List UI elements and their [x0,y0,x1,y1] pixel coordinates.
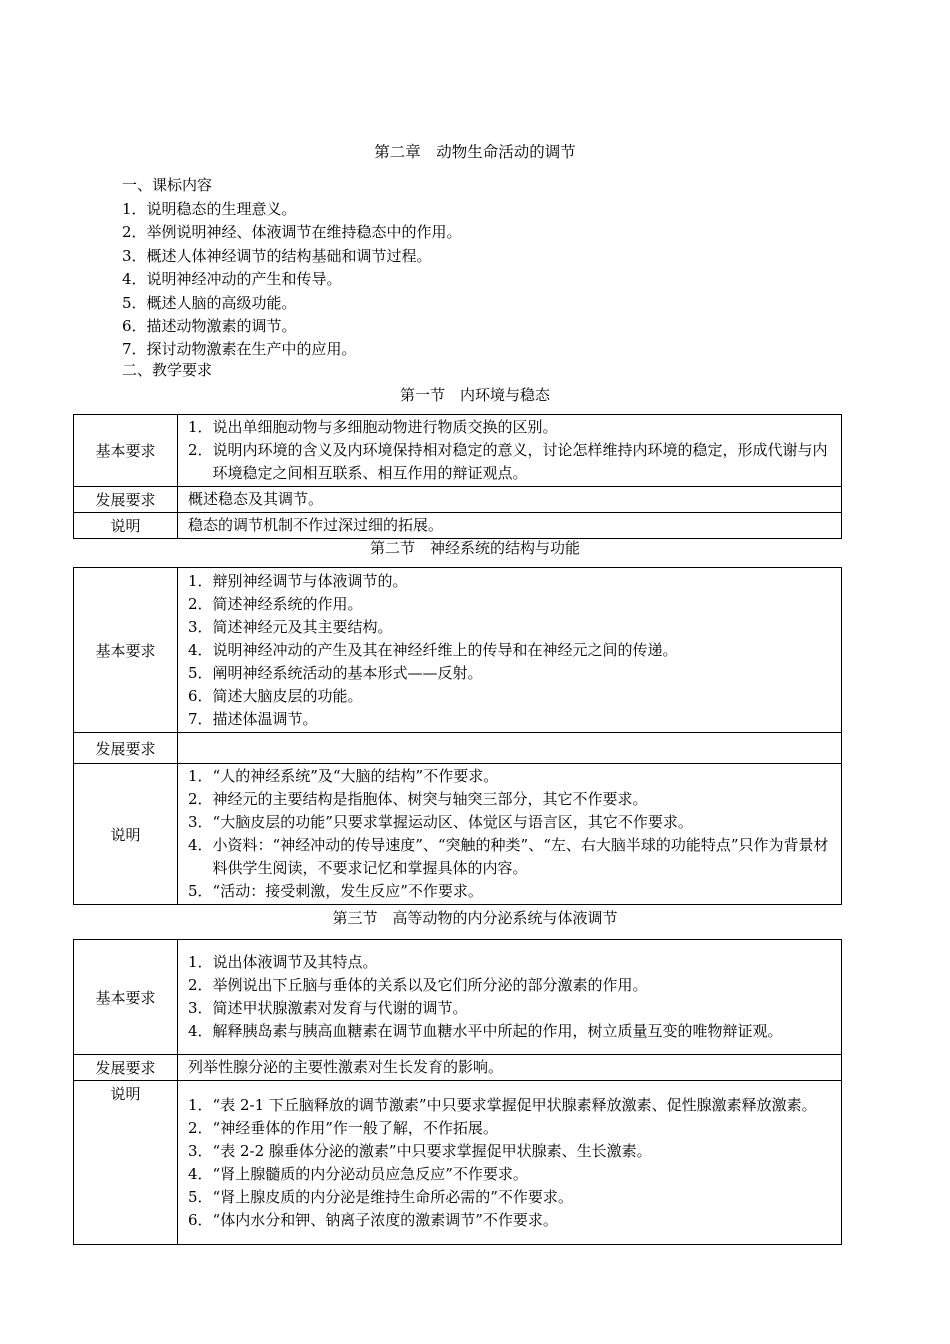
list-item: 4． 说明神经冲动的产生及其在神经纤维上的传导和在神经元之间的传递。 [188,640,678,659]
note-label: 说明 [74,764,178,905]
list-item: 2． 简述神经系统的作用。 [188,594,363,613]
develop-label: 发展要求 [74,487,178,513]
section-1-table [73,414,842,539]
list-item: 1． 说出体液调节及其特点。 [188,953,378,971]
list-item: 3． “表 2-2 腺垂体分泌的激素”中只要求掌握促甲状腺素、生长激素。 [188,1141,652,1160]
section-3-title: 第三节 高等动物的内分泌系统与体液调节 [332,909,618,927]
note-label: 说明 [74,1081,178,1245]
list-item: 1． 辩别神经调节与体液调节的。 [188,571,408,590]
develop-requirements: 概述稳态及其调节。 [178,487,842,513]
list-item: 4． “肾上腺髓质的内分泌动员应急反应”不作要求。 [188,1164,528,1183]
curriculum-item: 7．探讨动物激素在生产中的应用。 [122,340,357,359]
basic-requirements [178,940,842,1055]
list-item: 4． 小资料：“神经冲动的传导速度”、“突触的种类”、“左、右大脑半球的功能特点”只作为背景材料供学生阅读，不要求记忆和掌握具体的内容。 [188,836,829,877]
teaching-heading: 二、教学要求 [122,361,213,379]
list-item: 6． 简述大脑皮层的功能。 [188,686,363,705]
section-3-table [73,939,842,1245]
basic-label: 基本要求 [74,940,178,1055]
list-item: 4． 解释胰岛素与胰高血糖素在调节血糖水平中所起的作用，树立质量互变的唯物辩证观。 [188,1022,783,1040]
basic-requirements [178,568,842,733]
list-item: 1． “表 2-1 下丘脑释放的调节激素”中只要求掌握促甲状腺素释放激素、促性腺激素释放激素。 [188,1095,817,1114]
curriculum-item: 4．说明神经冲动的产生和传导。 [122,270,342,289]
develop-requirements: 列举性腺分泌的主要性激素对生长发育的影响。 [178,1055,842,1081]
notes: 稳态的调节机制不作过深过细的拓展。 [178,513,842,539]
basic-label: 基本要求 [74,415,178,487]
list-item: 5． “肾上腺皮质的内分泌是维持生命所必需的”不作要求。 [188,1187,573,1206]
section-1-title: 第一节 内环境与稳态 [399,386,550,404]
list-item: 5． “活动：接受刺激，发生反应”不作要求。 [188,882,483,900]
notes [178,1081,842,1245]
section-2-title: 第二节 神经系统的结构与功能 [369,539,580,557]
list-item: 3． “大脑皮层的功能”只要求掌握运动区、体觉区与语言区，其它不作要求。 [188,813,693,831]
basic-requirements [178,415,842,487]
curriculum-list [122,198,462,362]
curriculum-heading: 一、课标内容 [122,176,213,194]
list-item: 2． 神经元的主要结构是指胞体、树突与轴突三部分，其它不作要求。 [188,790,648,808]
curriculum-item: 1．说明稳态的生理意义。 [122,200,297,218]
develop-label: 发展要求 [74,1055,178,1081]
list-item: 1． “人的神经系统”及“大脑的结构”不作要求。 [188,767,499,785]
curriculum-item: 2．举例说明神经、体液调节在维持稳态中的作用。 [122,223,462,242]
notes [178,764,842,905]
note-label: 说明 [74,513,178,539]
list-item: 5． 阐明神经系统活动的基本形式——反射。 [188,663,483,682]
list-item: 2． 举例说出下丘脑与垂体的关系以及它们所分泌的部分激素的作用。 [188,976,648,994]
develop-label: 发展要求 [74,733,178,764]
list-item: 2． “神经垂体的作用”作一般了解，不作拓展。 [188,1118,498,1137]
list-item: 3． 简述甲状腺激素对发育与代谢的调节。 [188,999,468,1017]
section-2-table [73,567,842,905]
list-item: 3． 简述神经元及其主要结构。 [188,617,393,636]
curriculum-item: 5．概述人脑的高级功能。 [122,293,297,312]
list-item: 1． 说出单细胞动物与多细胞动物进行物质交换的区别。 [188,418,558,436]
curriculum-item: 6．描述动物激素的调节。 [122,316,297,335]
curriculum-item: 3．概述人体神经调节的结构基础和调节过程。 [122,246,432,265]
develop-requirements [178,733,842,764]
list-item: 7． 描述体温调节。 [188,709,318,728]
chapter-title: 第二章 动物生命活动的调节 [374,143,576,161]
list-item: 6． “体内水分和钾、钠离子浓度的激素调节”不作要求。 [188,1210,558,1229]
basic-label: 基本要求 [74,568,178,733]
list-item: 2． 说明内环境的含义及内环境保持相对稳定的意义，讨论怎样维持内环境的稳定，形成代谢与内环境稳定之间相互联系、相互作用的辩证观点。 [188,441,828,482]
